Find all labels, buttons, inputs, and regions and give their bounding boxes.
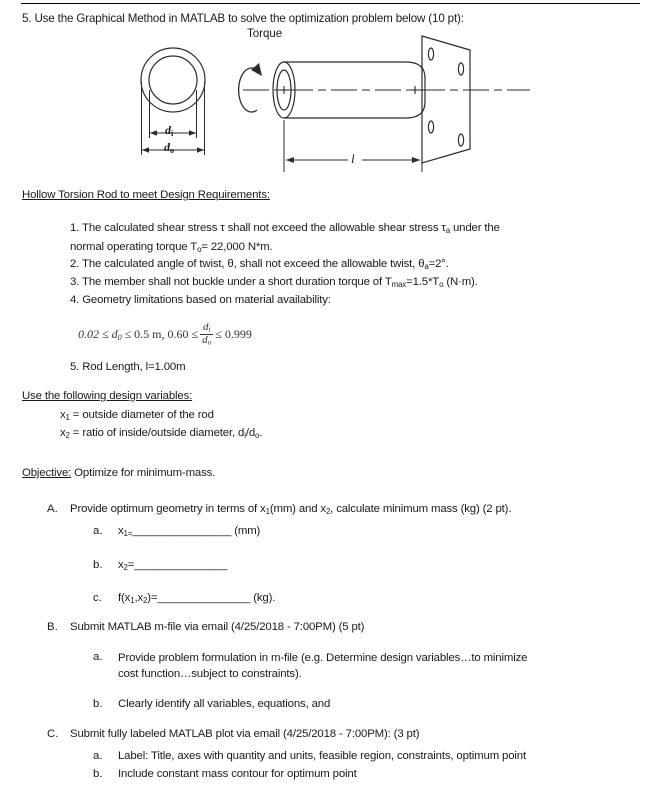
requirements-heading: Hollow Torsion Rod to meet Design Requirements: (22, 189, 270, 201)
section-a-item-b-marker: b. (93, 559, 103, 571)
geometry-constraint-formula: $0.02 \le d_0 \le 0.5$ m, 0.60 ≤ $\frac{d_i}{d_o}$ ≤ 0.999 (78, 321, 252, 347)
objective-label: Objective: (22, 467, 72, 479)
length-arrow-left (286, 157, 294, 163)
requirement-1: 1. The calculated shear stress τ shall not exceed the allowable shear stress $\tau_a$ under the normal operating torque $T_o= 22,000$ N*m. (70, 222, 500, 254)
requirement-4: 4. Geometry limitations based on material availability: (70, 294, 331, 306)
section-c-item-a-text: Label: Title, axes with quantity and units, feasible region, constraints, optimum point (118, 750, 527, 762)
requirement-2: 2. The calculated angle of twist, θ, shall not exceed the allowable twist, $\theta_a=2^\circ$. (70, 258, 449, 271)
section-a-text: Provide optimum geometry in terms of $x_1(mm)$ and $x_2$, calculate minimum mass (kg) (2 pt). (70, 503, 512, 516)
x2-blank-line[interactable]: _______________ (134, 559, 228, 571)
torsion-rod-figure (140, 30, 530, 180)
objective-line: Objective: Optimize for minimum-mass. (22, 467, 216, 479)
formula-mid: ≤ 0.5 m, 0.60 ≤ (121, 327, 199, 342)
di-arrow-right (189, 130, 196, 136)
formula-rhs: ≤ 0.999 (215, 327, 252, 342)
section-c-text: Submit fully labeled MATLAB plot via email (4/25/2018 - 7:00PM): (3 pt) (70, 728, 420, 740)
requirement-5: 5. Rod Length, l=1.00m (70, 361, 186, 373)
section-c-item-a-marker: a. (93, 750, 103, 762)
diameter-ratio-fraction: $\frac{d_i}{d_o}$ (202, 321, 212, 347)
length-label: l (351, 151, 355, 166)
header-divider (21, 3, 640, 4)
section-c-item-b-marker: b. (93, 768, 103, 780)
torque-label: Torque (247, 28, 283, 40)
section-a-marker: A. (47, 503, 58, 515)
section-a-item-a-marker: a. (93, 525, 103, 537)
section-b-item-a-text: Provide problem formulation in m-file (e.g. Determine design variables…to minimize cost function…subject to constraints). (118, 652, 528, 681)
answer-blank-fx: $f(x_1,x_2)=\_\_\_\_\_\_\_\_\_\_\_\_\_\_\_$ (kg). (118, 592, 276, 605)
section-b-item-b-marker: b. (93, 698, 103, 710)
length-arrow-right (412, 157, 420, 163)
section-c-item-b-text: Include constant mass contour for optimum point (118, 768, 357, 780)
design-variable-x1: $x_1$ = outside diameter of the rod (60, 409, 214, 422)
bolt-hole-3 (428, 121, 433, 133)
inner-diameter-label: $d_i$ (165, 123, 174, 138)
requirement-3: 3. The member shall not buckle under a short duration torque of $T_{max}=1.5*T_o$ (N·m). (70, 276, 478, 289)
x1-blank-line[interactable]: ________________ (132, 525, 232, 537)
figure-svg (140, 30, 530, 180)
di-arrow-left (150, 130, 157, 136)
section-a-item-c-marker: c. (93, 592, 102, 604)
torque-arrowhead (251, 63, 262, 76)
do-arrow-right (197, 147, 204, 153)
outer-diameter-circle (141, 48, 205, 112)
section-b-text: Submit MATLAB m-file via email (4/25/2018 - 7:00PM) (5 pt) (70, 621, 365, 633)
fx-blank-line[interactable]: _______________ (157, 592, 251, 604)
question-heading: 5. Use the Graphical Method in MATLAB to solve the optimization problem below (10 pt): (22, 12, 464, 25)
bolt-hole-2 (458, 63, 463, 75)
outer-diameter-label: $d_o$ (164, 140, 174, 155)
answer-blank-x1: $x_{1=}\_\_\_\_\_\_\_\_\_\_\_\_\_\_\_\_$ (mm) (118, 525, 261, 538)
requirement-1-number: 1. (70, 222, 80, 234)
section-c-marker: C. (47, 728, 59, 740)
do-arrow-left (142, 147, 149, 153)
bolt-hole-1 (428, 48, 433, 60)
section-b-item-a-marker: a. (93, 651, 103, 663)
section-b-marker: B. (47, 621, 58, 633)
answer-blank-x2: $x_2=\_\_\_\_\_\_\_\_\_\_\_\_\_\_\_$ (118, 559, 228, 572)
formula-lhs: 0.02 ≤ d (78, 327, 118, 342)
design-variable-x2: $x_2$ = ratio of inside/outside diameter, $d_i/d_o$. (60, 427, 263, 440)
section-b-item-b-text: Clearly identify all variables, equations, and (118, 698, 331, 710)
inner-diameter-circle (149, 56, 197, 104)
bolt-hole-4 (458, 134, 463, 146)
design-variables-heading: Use the following design variables: (22, 390, 193, 402)
